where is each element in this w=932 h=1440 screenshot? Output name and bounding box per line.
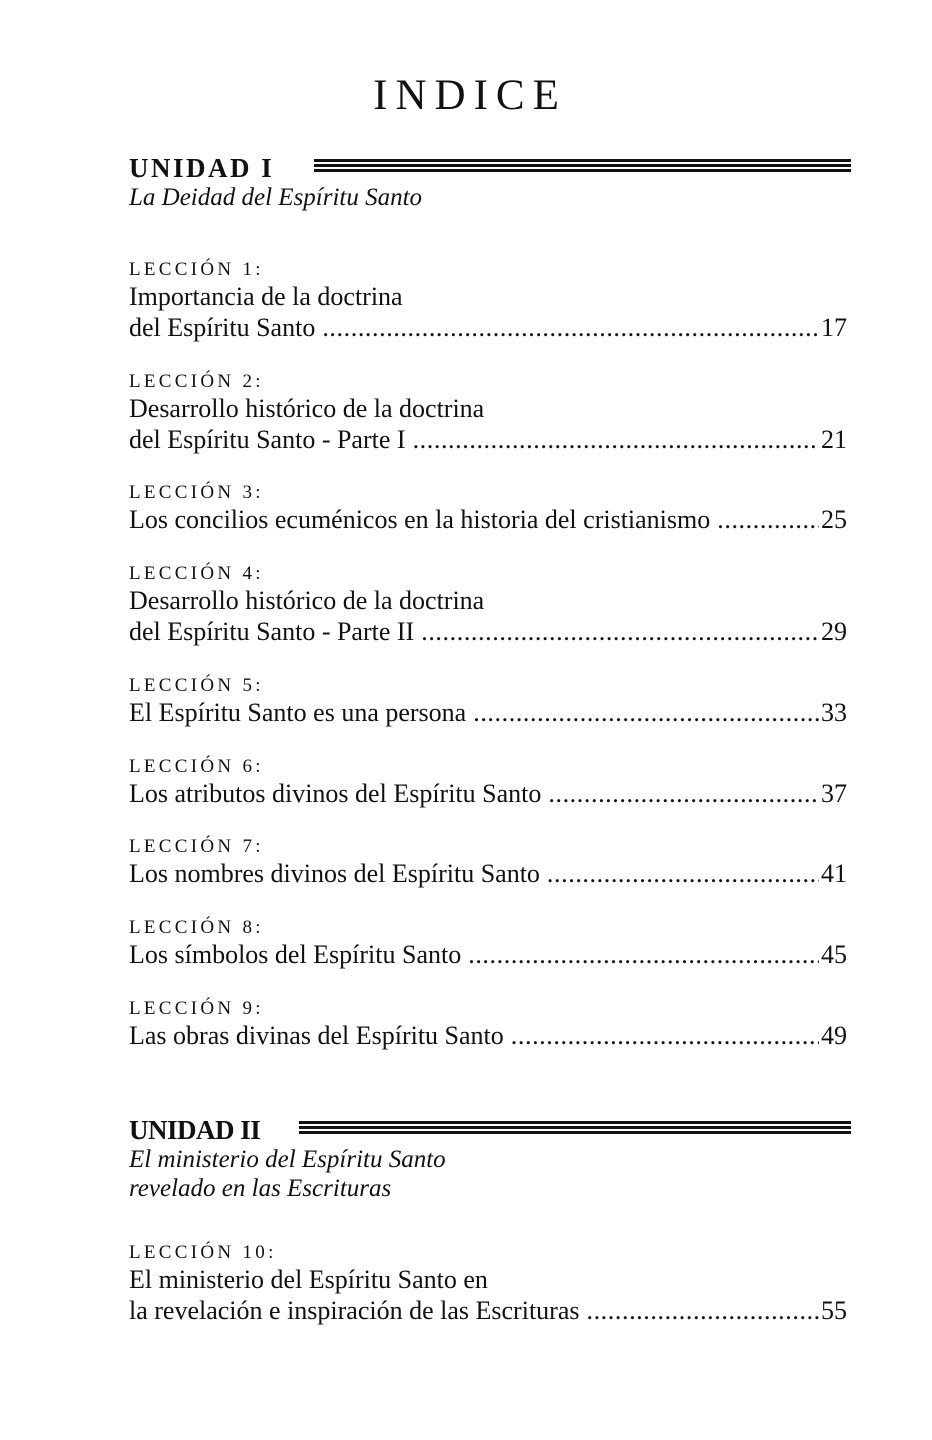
toc-entry-lesson-3[interactable] bbox=[129, 482, 847, 535]
dot-leader bbox=[586, 1295, 819, 1326]
toc-entry-lesson-4[interactable] bbox=[129, 563, 847, 647]
lesson-title-line: del Espíritu Santo - Parte II bbox=[129, 617, 415, 646]
toc-entry-lesson-10[interactable] bbox=[129, 1242, 847, 1326]
lesson-title-line: Importancia de la doctrina bbox=[129, 282, 403, 311]
lesson-title-line: Los símbolos del Espíritu Santo bbox=[129, 940, 462, 969]
lesson-title-line: Los nombres divinos del Espíritu Santo bbox=[129, 859, 540, 888]
unit-2-triple-rule bbox=[299, 1121, 851, 1134]
lesson-title-line: del Espíritu Santo bbox=[129, 313, 316, 342]
page-number: 33 bbox=[821, 698, 847, 727]
page-number: 25 bbox=[821, 505, 847, 534]
unit-2-subtitle: El ministerio del Espíritu Santo bbox=[129, 1146, 446, 1173]
dot-leader bbox=[413, 424, 819, 455]
lesson-title-line: Los concilios ecuménicos en la historia del cristianismo bbox=[129, 505, 711, 534]
unit-1-triple-rule bbox=[314, 159, 851, 172]
unit-1-header bbox=[129, 152, 851, 213]
lesson-label: LECCIÓN 2: bbox=[129, 371, 264, 392]
lesson-label: LECCIÓN 9: bbox=[129, 998, 264, 1019]
lesson-label: LECCIÓN 10: bbox=[129, 1242, 277, 1263]
lesson-label: LECCIÓN 6: bbox=[129, 756, 264, 777]
page-number: 21 bbox=[821, 425, 847, 454]
unit-1-name: UNIDAD I bbox=[129, 153, 275, 183]
page-number: 55 bbox=[821, 1296, 847, 1325]
lesson-title-line: El Espíritu Santo es una persona bbox=[129, 698, 467, 727]
dot-leader bbox=[547, 858, 819, 889]
lesson-title-line: del Espíritu Santo - Parte I bbox=[129, 425, 406, 454]
toc-entry-lesson-7[interactable] bbox=[129, 836, 847, 889]
toc-entry-lesson-9[interactable] bbox=[129, 998, 847, 1051]
page-number: 37 bbox=[821, 779, 847, 808]
lesson-title-line: Los atributos divinos del Espíritu Santo bbox=[129, 779, 542, 808]
dot-leader bbox=[322, 312, 819, 343]
lesson-label: LECCIÓN 4: bbox=[129, 563, 264, 584]
lesson-title-line: Las obras divinas del Espíritu Santo bbox=[129, 1021, 504, 1050]
dot-leader bbox=[511, 1020, 819, 1051]
lesson-label: LECCIÓN 8: bbox=[129, 917, 264, 938]
dot-leader bbox=[421, 616, 819, 647]
lesson-label: LECCIÓN 3: bbox=[129, 482, 264, 503]
lesson-label: LECCIÓN 1: bbox=[129, 259, 264, 280]
lesson-label: LECCIÓN 7: bbox=[129, 836, 264, 857]
page-number: 17 bbox=[821, 313, 847, 342]
page-number: 49 bbox=[821, 1021, 847, 1050]
unit-2-header bbox=[129, 1114, 851, 1204]
unit-2-name: UNIDAD II bbox=[129, 1115, 261, 1145]
dot-leader bbox=[468, 939, 819, 970]
unit-1-subtitle: La Deidad del Espíritu Santo bbox=[129, 184, 423, 211]
toc-entry-lesson-2[interactable] bbox=[129, 371, 847, 455]
dot-leader bbox=[548, 778, 819, 809]
toc-entry-lesson-5[interactable] bbox=[129, 675, 847, 728]
lesson-title-line: Desarrollo histórico de la doctrina bbox=[129, 586, 485, 615]
page-number: 29 bbox=[821, 617, 847, 646]
unit-2-subtitle: revelado en las Escrituras bbox=[129, 1175, 392, 1202]
page-number: 41 bbox=[821, 859, 847, 888]
toc-entry-lesson-6[interactable] bbox=[129, 756, 847, 809]
toc-entry-lesson-1[interactable] bbox=[129, 259, 847, 343]
toc-entry-lesson-8[interactable] bbox=[129, 917, 847, 970]
dot-leader bbox=[473, 697, 819, 728]
lesson-title-line: la revelación e inspiración de las Escrituras bbox=[129, 1296, 580, 1325]
page-title: INDICE bbox=[373, 72, 567, 119]
lesson-title-line: El ministerio del Espíritu Santo en bbox=[129, 1265, 488, 1294]
lesson-title-line: Desarrollo histórico de la doctrina bbox=[129, 394, 485, 423]
lesson-label: LECCIÓN 5: bbox=[129, 675, 264, 696]
dot-leader bbox=[717, 504, 819, 535]
page-number: 45 bbox=[821, 940, 847, 969]
